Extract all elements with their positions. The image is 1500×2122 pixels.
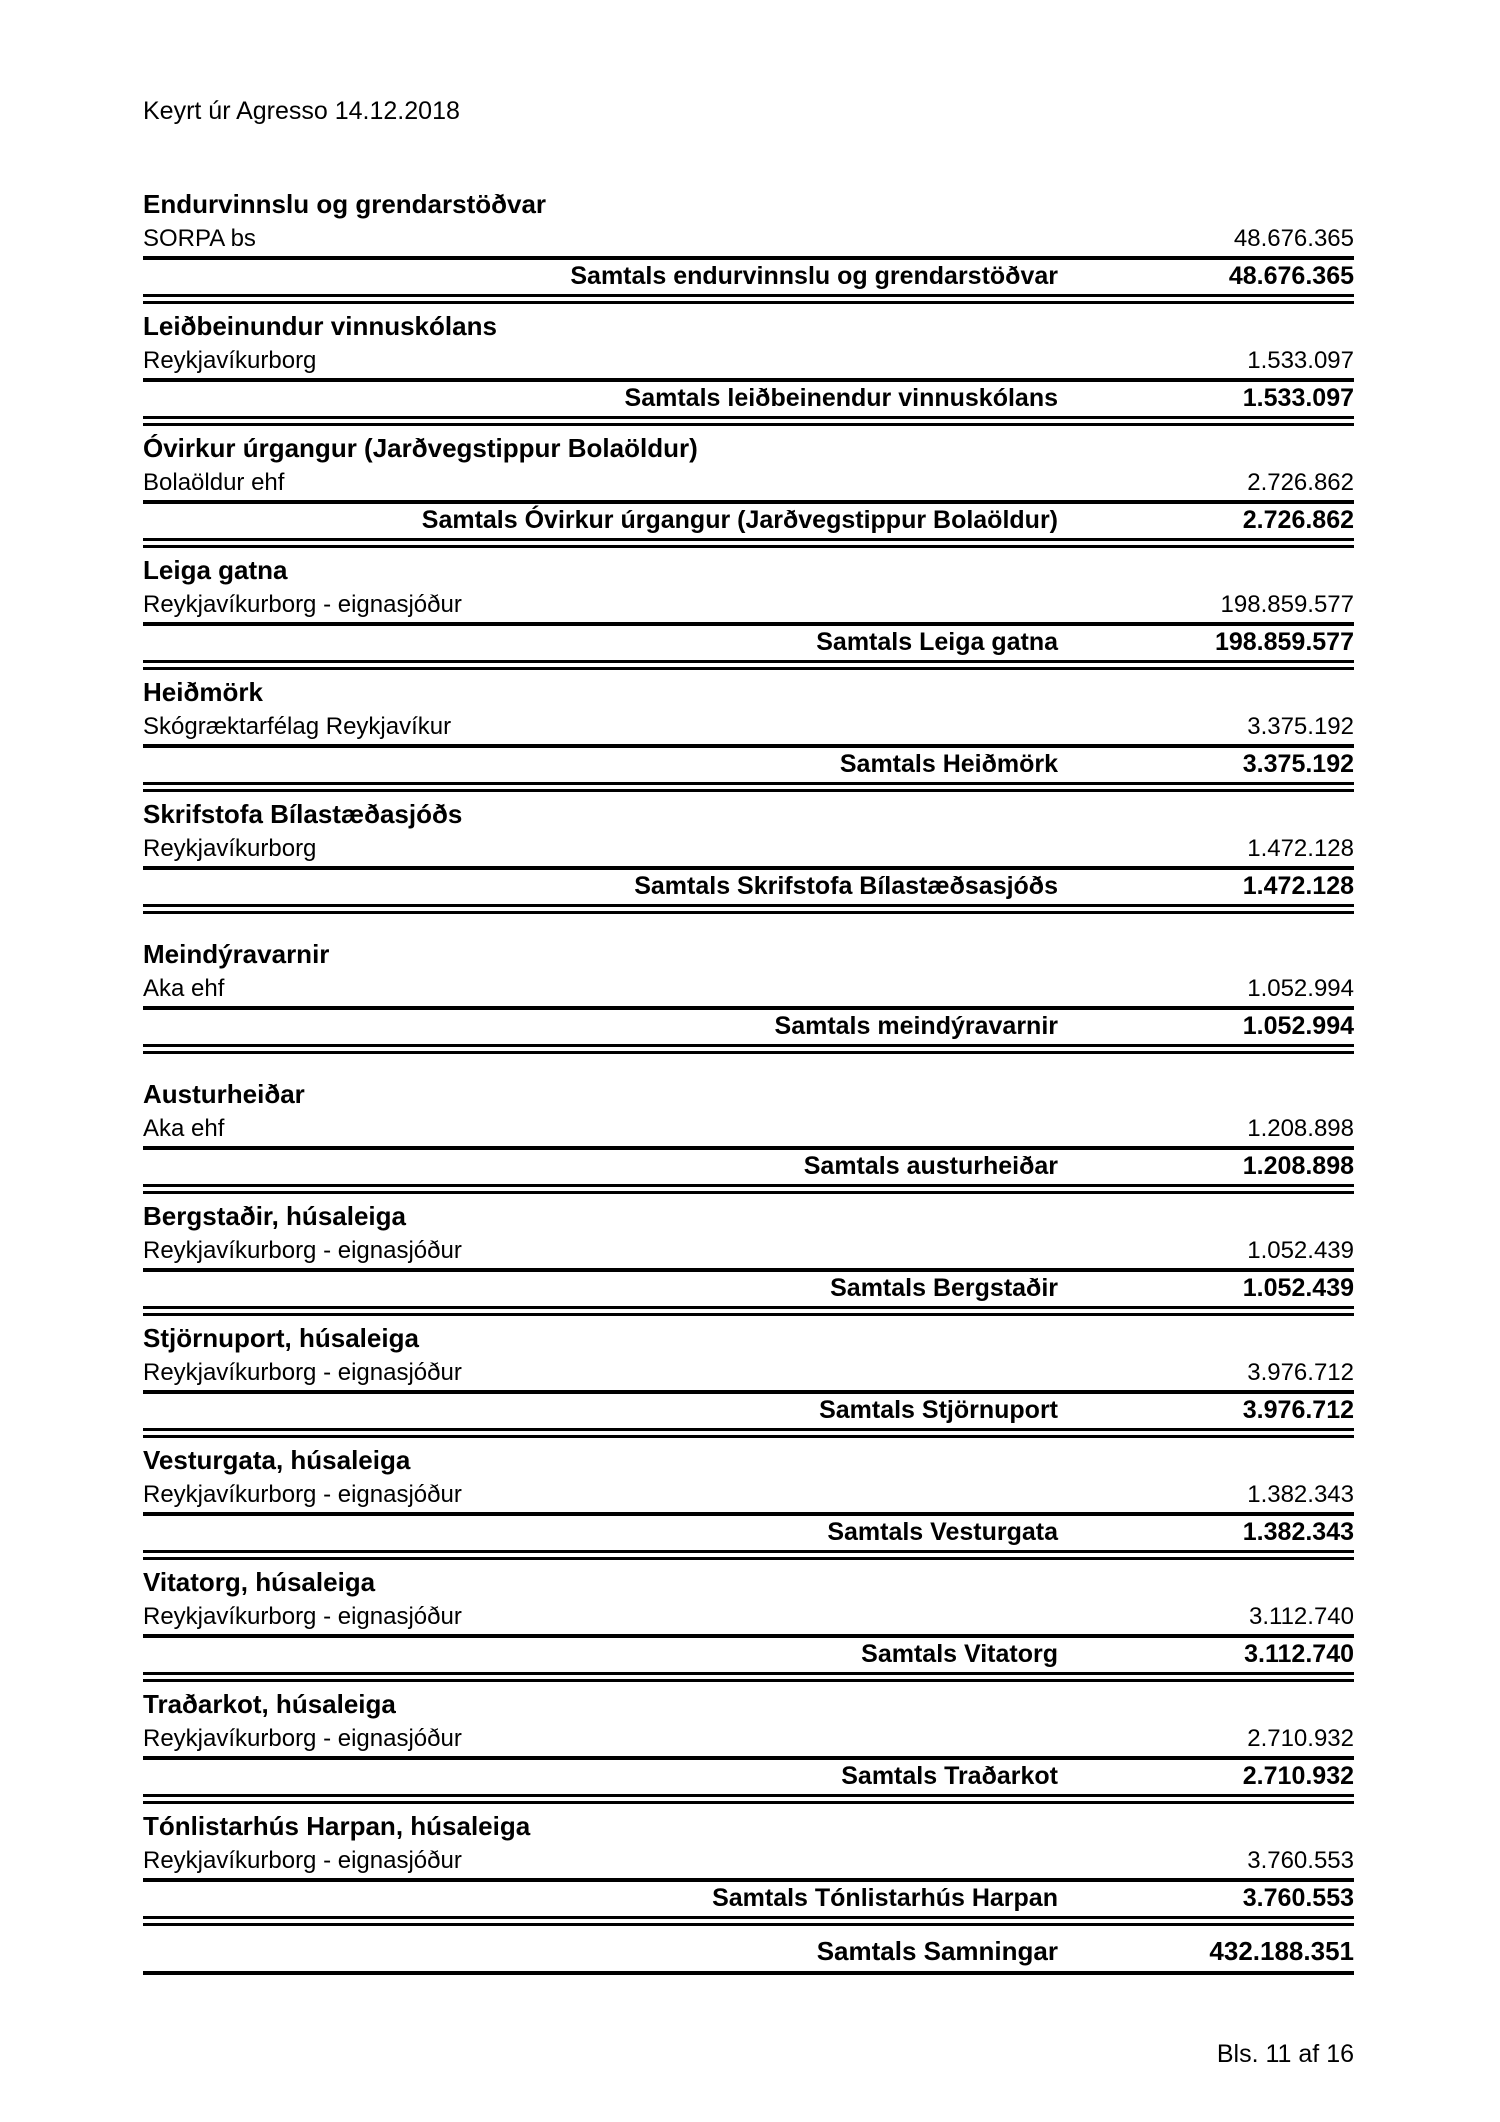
payee-name: Reykjavíkurborg - eignasjóður: [143, 591, 462, 618]
section-total-amount: 1.208.898: [1242, 1152, 1354, 1180]
section-divider: [143, 1184, 1354, 1194]
amount-value: 3.760.553: [1247, 1847, 1354, 1874]
section-total-row: [143, 1638, 1354, 1672]
section-divider: [143, 538, 1354, 548]
amount-value: 1.208.898: [1247, 1115, 1354, 1142]
amount-value: 2.726.862: [1247, 469, 1354, 496]
amount-value: 3.976.712: [1247, 1359, 1354, 1386]
payee-name: Reykjavíkurborg: [143, 835, 317, 862]
section-heading: Leiga gatna: [143, 555, 288, 585]
table-row: [143, 1726, 1354, 1756]
section-divider: [143, 1672, 1354, 1682]
section-total-row: [143, 504, 1354, 538]
section-total-row: [143, 1010, 1354, 1044]
section-total-amount: 48.676.365: [1228, 262, 1354, 290]
table-row: [143, 1360, 1354, 1390]
payee-name: Bolaöldur ehf: [143, 469, 285, 496]
table-row: [143, 836, 1354, 866]
amount-value: 1.472.128: [1247, 835, 1354, 862]
grand-total-block: [143, 1934, 1354, 1975]
report-section: [143, 434, 1354, 548]
section-total-row: [143, 1760, 1354, 1794]
report-body: [143, 190, 1354, 1975]
section-total-row: [143, 870, 1354, 904]
table-row: [143, 1604, 1354, 1634]
section-total-label: Samtals Leiga gatna: [816, 628, 1058, 656]
section-heading: Skrifstofa Bílastæðasjóðs: [143, 799, 463, 829]
section-total-label: Samtals austurheiðar: [803, 1152, 1058, 1180]
section-heading: Óvirkur úrgangur (Jarðvegstippur Bolaöldur): [143, 433, 698, 463]
payee-name: Reykjavíkurborg - eignasjóður: [143, 1481, 462, 1508]
grand-total-label: Samtals Samningar: [816, 1936, 1058, 1966]
amount-value: 2.710.932: [1247, 1725, 1354, 1752]
section-divider: [143, 1044, 1354, 1054]
grand-total-amount: 432.188.351: [1209, 1936, 1354, 1966]
report-section: [143, 312, 1354, 426]
section-heading: Heiðmörk: [143, 677, 263, 707]
section-heading: Vitatorg, húsaleiga: [143, 1567, 376, 1597]
section-total-label: Samtals Bergstaðir: [830, 1274, 1058, 1302]
section-heading: Tónlistarhús Harpan, húsaleiga: [143, 1811, 531, 1841]
page-number: Bls. 11 af 16: [1216, 2040, 1354, 2068]
section-total-label: Samtals Vesturgata: [827, 1518, 1058, 1546]
section-total-row: [143, 748, 1354, 782]
report-section: [143, 800, 1354, 914]
section-total-amount: 3.375.192: [1242, 750, 1354, 778]
table-row: [143, 470, 1354, 500]
payee-name: Reykjavíkurborg - eignasjóður: [143, 1725, 462, 1752]
report-section: [143, 556, 1354, 670]
section-heading: Leiðbeinundur vinnuskólans: [143, 311, 497, 341]
section-total-amount: 2.710.932: [1242, 1762, 1354, 1790]
section-heading: Traðarkot, húsaleiga: [143, 1689, 396, 1719]
section-total-label: Samtals leiðbeinendur vinnuskólans: [624, 384, 1058, 412]
section-heading: Vesturgata, húsaleiga: [143, 1445, 411, 1475]
payee-name: SORPA bs: [143, 225, 256, 252]
section-total-row: [143, 1394, 1354, 1428]
section-total-label: Samtals endurvinnslu og grendarstöðvar: [570, 262, 1058, 290]
section-divider: [143, 1428, 1354, 1438]
report-section: [143, 1812, 1354, 1926]
grand-total-row: [143, 1934, 1354, 1971]
report-section: [143, 1080, 1354, 1194]
section-total-row: [143, 626, 1354, 660]
amount-value: 198.859.577: [1220, 591, 1354, 618]
section-total-amount: 3.112.740: [1244, 1640, 1354, 1668]
section-heading: Bergstaðir, húsaleiga: [143, 1201, 406, 1231]
table-row: [143, 1238, 1354, 1268]
section-total-label: Samtals meindýravarnir: [774, 1012, 1058, 1040]
section-total-row: [143, 1516, 1354, 1550]
report-section: [143, 1324, 1354, 1438]
section-total-amount: 1.472.128: [1242, 872, 1354, 900]
report-section: [143, 940, 1354, 1054]
report-section: [143, 1446, 1354, 1560]
amount-value: 1.382.343: [1247, 1481, 1354, 1508]
section-total-label: Samtals Stjörnuport: [819, 1396, 1058, 1424]
section-total-row: [143, 382, 1354, 416]
section-total-label: Samtals Vitatorg: [861, 1640, 1058, 1668]
payee-name: Skógræktarfélag Reykjavíkur: [143, 713, 452, 740]
section-total-amount: 3.976.712: [1242, 1396, 1354, 1424]
section-total-row: [143, 1150, 1354, 1184]
amount-value: 1.533.097: [1247, 347, 1354, 374]
amount-value: 3.375.192: [1247, 713, 1354, 740]
section-divider: [143, 294, 1354, 304]
section-total-row: [143, 260, 1354, 294]
report-section: [143, 678, 1354, 792]
report-section: [143, 1690, 1354, 1804]
report-section: [143, 1202, 1354, 1316]
section-divider: [143, 782, 1354, 792]
section-divider: [143, 1306, 1354, 1316]
table-row: [143, 1116, 1354, 1146]
report-section: [143, 190, 1354, 304]
section-total-row: [143, 1272, 1354, 1306]
section-heading: Endurvinnslu og grendarstöðvar: [143, 189, 547, 219]
report-end-divider: [143, 1971, 1354, 1975]
section-total-label: Samtals Óvirkur úrgangur (Jarðvegstippur Bolaöldur): [421, 506, 1058, 534]
table-row: [143, 714, 1354, 744]
section-total-row: [143, 1882, 1354, 1916]
section-divider: [143, 1794, 1354, 1804]
payee-name: Reykjavíkurborg - eignasjóður: [143, 1603, 462, 1630]
amount-value: 1.052.994: [1247, 975, 1354, 1002]
section-heading: Meindýravarnir: [143, 939, 330, 969]
section-divider: [143, 904, 1354, 914]
section-total-amount: 1.052.994: [1242, 1012, 1354, 1040]
section-total-label: Samtals Tónlistarhús Harpan: [712, 1884, 1058, 1912]
amount-value: 3.112.740: [1249, 1603, 1354, 1630]
payee-name: Reykjavíkurborg - eignasjóður: [143, 1237, 462, 1264]
section-total-amount: 1.052.439: [1242, 1274, 1354, 1302]
payee-name: Reykjavíkurborg: [143, 347, 317, 374]
payee-name: Reykjavíkurborg - eignasjóður: [143, 1847, 462, 1874]
section-divider: [143, 1916, 1354, 1926]
payee-name: Aka ehf: [143, 1115, 225, 1142]
report-section: [143, 1568, 1354, 1682]
section-total-amount: 2.726.862: [1242, 506, 1354, 534]
table-row: [143, 976, 1354, 1006]
amount-value: 1.052.439: [1247, 1237, 1354, 1264]
section-total-amount: 1.533.097: [1242, 384, 1354, 412]
section-divider: [143, 416, 1354, 426]
amount-value: 48.676.365: [1233, 225, 1354, 252]
section-heading: Austurheiðar: [143, 1079, 305, 1109]
report-generated-note: Keyrt úr Agresso 14.12.2018: [143, 97, 460, 125]
section-heading: Stjörnuport, húsaleiga: [143, 1323, 419, 1353]
section-total-label: Samtals Skrifstofa Bílastæðsasjóðs: [634, 872, 1058, 900]
section-total-amount: 3.760.553: [1242, 1884, 1354, 1912]
section-total-label: Samtals Heiðmörk: [839, 750, 1058, 778]
table-row: [143, 1482, 1354, 1512]
table-row: [143, 348, 1354, 378]
section-divider: [143, 1550, 1354, 1560]
payee-name: Aka ehf: [143, 975, 225, 1002]
section-divider: [143, 660, 1354, 670]
payee-name: Reykjavíkurborg - eignasjóður: [143, 1359, 462, 1386]
table-row: [143, 1848, 1354, 1878]
section-total-amount: 1.382.343: [1242, 1518, 1354, 1546]
section-total-amount: 198.859.577: [1214, 628, 1354, 656]
table-row: [143, 226, 1354, 256]
table-row: [143, 592, 1354, 622]
section-total-label: Samtals Traðarkot: [841, 1762, 1058, 1790]
